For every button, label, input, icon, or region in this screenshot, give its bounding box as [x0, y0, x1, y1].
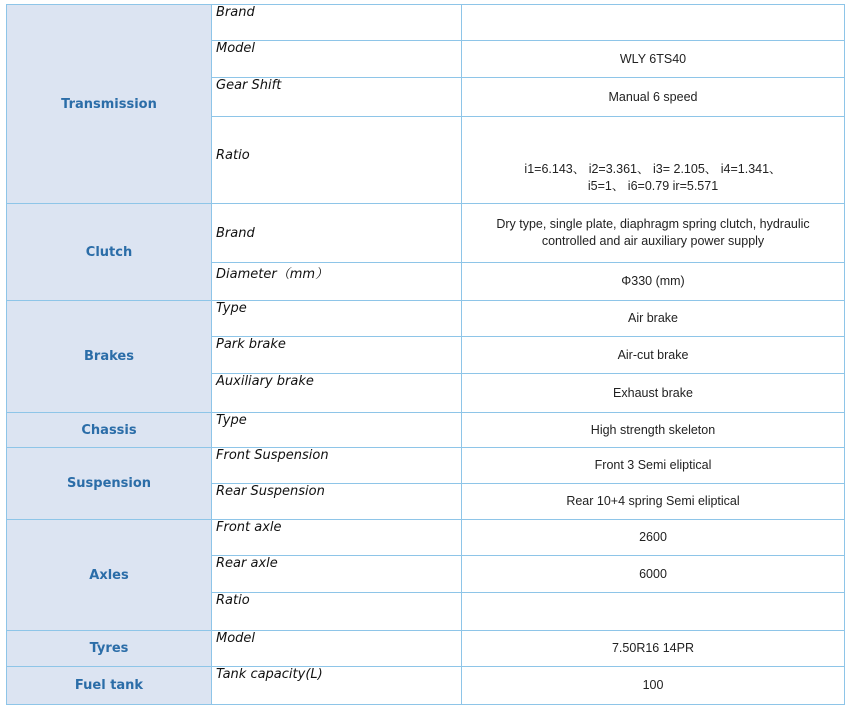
row-label: Model [212, 41, 462, 78]
row-label: Front axle [212, 520, 462, 556]
row-label: Auxiliary brake [212, 374, 462, 413]
row-label: Model [212, 631, 462, 667]
row-label: Gear Shift [212, 78, 462, 117]
spec-table [6, 4, 845, 705]
row-label: Ratio [212, 593, 462, 631]
row-value: 6000 [462, 556, 845, 593]
row-value: 2600 [462, 520, 845, 556]
row-label: Type [212, 413, 462, 448]
row-value: WLY 6TS40 [462, 41, 845, 78]
table-row [7, 520, 845, 556]
row-label: Diameter（mm） [212, 263, 462, 301]
row-label: Ratio [212, 117, 462, 204]
row-label: Type [212, 301, 462, 337]
row-value: Air-cut brake [462, 337, 845, 374]
category-brakes: Brakes [7, 301, 212, 413]
row-label: Rear axle [212, 556, 462, 593]
table-row [7, 631, 845, 667]
row-label: Park brake [212, 337, 462, 374]
table-row [7, 413, 845, 448]
category-axles: Axles [7, 520, 212, 631]
row-value: i1=6.143、 i2=3.361、 i3= 2.105、 i4=1.341、 i5=1、 i6=0.79 ir=5.571 [462, 117, 845, 204]
row-value: Front 3 Semi eliptical [462, 448, 845, 484]
row-label: Front Suspension [212, 448, 462, 484]
row-label: Brand [212, 204, 462, 263]
row-value [462, 593, 845, 631]
category-chassis: Chassis [7, 413, 212, 448]
row-value: Air brake [462, 301, 845, 337]
row-value: Φ330 (mm) [462, 263, 845, 301]
category-fuel-tank: Fuel tank [7, 667, 212, 705]
table-row [7, 448, 845, 484]
row-value: 7.50R16 14PR [462, 631, 845, 667]
row-label: Tank capacity(L) [212, 667, 462, 705]
category-clutch: Clutch [7, 204, 212, 301]
category-suspension: Suspension [7, 448, 212, 520]
row-label: Brand [212, 5, 462, 41]
table-row [7, 204, 845, 263]
row-value: Manual 6 speed [462, 78, 845, 117]
row-value: Rear 10+4 spring Semi eliptical [462, 484, 845, 520]
category-tyres: Tyres [7, 631, 212, 667]
row-value [462, 5, 845, 41]
table-row [7, 301, 845, 337]
table-row [7, 5, 845, 41]
row-value: Dry type, single plate, diaphragm spring clutch, hydraulic controlled and air auxiliary power supply [462, 204, 845, 263]
table-row [7, 667, 845, 705]
category-transmission: Transmission [7, 5, 212, 204]
row-value: Exhaust brake [462, 374, 845, 413]
row-label: Rear Suspension [212, 484, 462, 520]
row-value: High strength skeleton [462, 413, 845, 448]
row-value: 100 [462, 667, 845, 705]
